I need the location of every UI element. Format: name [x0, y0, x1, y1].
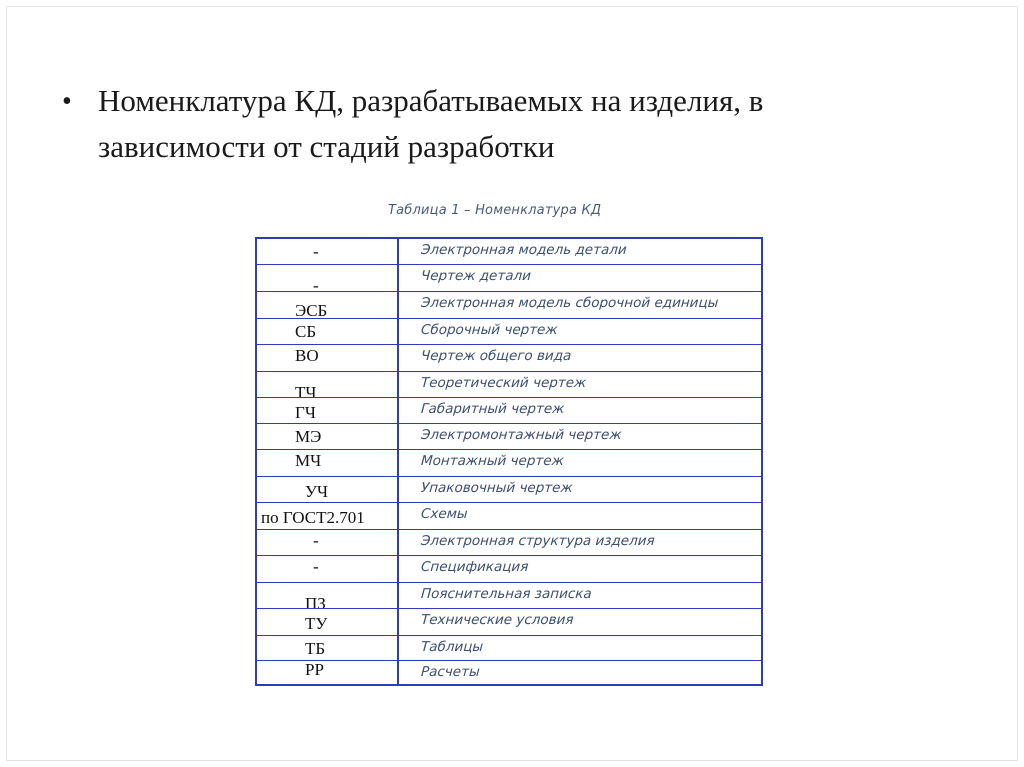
table-row — [257, 660, 761, 687]
doc-code-cell — [257, 292, 397, 318]
doc-code-cell — [257, 661, 397, 687]
doc-code: ТУ — [305, 614, 328, 633]
doc-code-cell — [257, 530, 397, 556]
doc-code-cell — [257, 636, 397, 662]
doc-code: МЭ — [295, 427, 322, 446]
table-row — [257, 264, 761, 295]
doc-code: РР — [305, 660, 324, 679]
bullet-point — [62, 78, 982, 170]
doc-code: ПЗ — [305, 594, 326, 613]
table-row — [257, 449, 761, 476]
doc-code-cell — [257, 450, 397, 476]
table-row — [257, 555, 761, 582]
doc-code: - — [313, 557, 319, 576]
doc-name: Электронная структура изделия — [420, 533, 656, 549]
doc-code-cell — [257, 372, 397, 402]
doc-name: Теоретический чертеж — [420, 375, 587, 391]
doc-code: УЧ — [305, 482, 329, 501]
table-row — [257, 608, 761, 635]
table-row — [257, 476, 761, 503]
doc-name: Сборочный чертеж — [420, 322, 559, 338]
doc-code-cell — [257, 239, 397, 265]
bullet-text — [98, 78, 763, 170]
table-row — [257, 502, 761, 529]
table-row — [257, 239, 761, 265]
doc-code-cell — [257, 398, 397, 424]
table-row — [257, 423, 761, 450]
table-row — [257, 397, 761, 424]
doc-name: Чертеж общего вида — [420, 348, 572, 364]
table-row — [257, 318, 761, 345]
doc-code: СБ — [295, 322, 317, 341]
table-row — [257, 529, 761, 556]
bullet-line-1: Номенклатура КД, разрабатываемых на изделия, в — [98, 83, 764, 118]
doc-code-cell — [257, 503, 397, 529]
doc-code: - — [313, 276, 319, 295]
doc-name: Электронная модель сборочной единицы — [420, 295, 719, 311]
doc-code: ТЧ — [295, 383, 317, 402]
doc-code-cell — [257, 583, 397, 613]
doc-code: - — [313, 531, 319, 550]
table-caption: Таблица 1 – Номенклатура КД — [388, 203, 602, 218]
doc-code-cell — [257, 477, 397, 503]
doc-code-cell — [257, 319, 397, 345]
doc-name: Технические условия — [420, 612, 575, 628]
doc-code-cell — [257, 345, 397, 371]
table-row — [257, 371, 761, 402]
doc-name: Монтажный чертеж — [420, 453, 565, 469]
table-row — [257, 635, 761, 662]
doc-code-cell — [257, 265, 397, 295]
doc-code-cell — [257, 609, 397, 635]
table-row — [257, 291, 761, 318]
bullet-marker: • — [62, 86, 72, 117]
doc-name: Упаковочный чертеж — [420, 480, 574, 496]
table-row — [257, 344, 761, 371]
doc-name: Габаритный чертеж — [420, 401, 565, 417]
doc-code: ТБ — [305, 639, 326, 658]
nomenclature-table — [255, 237, 763, 686]
doc-code: - — [313, 242, 319, 261]
doc-code: по ГОСТ2.701 — [261, 508, 365, 527]
doc-name: Электронная модель детали — [420, 242, 628, 258]
doc-name: Спецификация — [420, 559, 529, 575]
doc-name: Чертеж детали — [420, 268, 532, 284]
doc-name: Пояснительная записка — [420, 586, 593, 602]
doc-code-cell — [257, 424, 397, 450]
doc-code-cell — [257, 556, 397, 582]
doc-name: Расчеты — [420, 664, 481, 680]
doc-code: ВО — [295, 346, 319, 365]
table-row — [257, 582, 761, 613]
doc-code: ЭСБ — [295, 301, 328, 320]
bullet-line-2: зависимости от стадий разработки — [98, 129, 555, 164]
doc-name: Схемы — [420, 506, 469, 522]
doc-code: ГЧ — [295, 403, 316, 422]
doc-code: МЧ — [295, 451, 322, 470]
doc-name: Таблицы — [420, 639, 484, 655]
doc-name: Электромонтажный чертеж — [420, 427, 623, 443]
